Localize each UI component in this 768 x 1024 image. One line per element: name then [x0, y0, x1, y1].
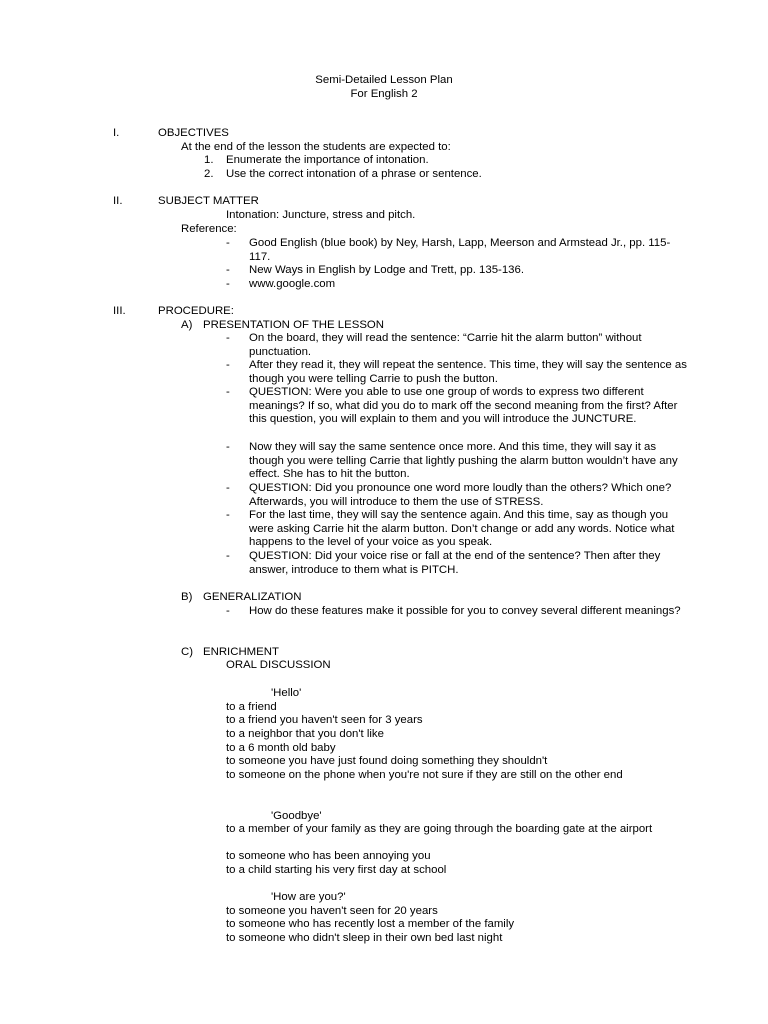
procedure-bullet: QUESTION: Did you pronounce one word more loudly than the others? Which one? Afterwards, you will introduce to them the use of STRESS. — [249, 482, 672, 508]
procedure-bullet: For the last time, they will say the sentence again. And this time, say as though you were asking Carrie hit the alarm button. Don’t change or add any words. Notice what happens to the level of your voice as you speak. — [249, 509, 675, 549]
objective-number: 1. — [204, 154, 214, 166]
objective-number: 2. — [204, 168, 214, 180]
procedure-bullet: Now they will say the same sentence once more. And this time, they will say it as though you were telling Carrie that lightly pushing the alarm button wouldn’t have any effect. She has to hit the button. — [249, 441, 678, 481]
objectives-intro: At the end of the lesson the students are expected to: — [181, 141, 451, 153]
section-heading-objectives: OBJECTIVES — [158, 127, 229, 139]
greeting-word: 'How are you?' — [271, 891, 346, 903]
subsection-letter: B) — [181, 591, 193, 603]
procedure-bullet: On the board, they will read the sentence: “Carrie hit the alarm button” without punctuation. — [249, 332, 642, 358]
discussion-line: to a friend — [226, 701, 277, 713]
reference-label: Reference: — [181, 223, 237, 235]
discussion-line: to a friend you haven't seen for 3 years — [226, 714, 423, 726]
discussion-line: to someone you haven't seen for 20 years — [226, 905, 438, 917]
discussion-line: to a member of your family as they are going through the boarding gate at the airport — [226, 823, 653, 835]
dash-marker: - — [226, 482, 230, 494]
subsection-letter: C) — [181, 646, 194, 658]
subsection-heading-enrichment: ENRICHMENT — [203, 646, 279, 658]
subsection-letter: A) — [181, 319, 193, 331]
dash-marker: - — [226, 237, 230, 249]
generalization-bullet: How do these features make it possible for you to convey several different meanings? — [249, 605, 681, 617]
procedure-bullet: QUESTION: Were you able to use one group of words to express two different meanings? If so, what did you do to mark off the second meaning from the first? After this question, you will explain to them and you will introduce the JUNCTURE. — [249, 386, 678, 426]
dash-marker: - — [226, 332, 230, 344]
reference-item: www.google.com — [249, 278, 336, 290]
subsection-heading-generalization: GENERALIZATION — [203, 591, 302, 603]
section-number-subject-matter: II. — [113, 195, 123, 207]
discussion-line: to someone who didn't sleep in their own bed last night — [226, 932, 503, 944]
dash-marker: - — [226, 550, 230, 562]
objective-item: Enumerate the importance of intonation. — [226, 154, 429, 166]
reference-item: New Ways in English by Lodge and Trett, pp. 135-136. — [249, 264, 525, 276]
dash-marker: - — [226, 264, 230, 276]
dash-marker: - — [226, 441, 230, 453]
discussion-line: to a child starting his very first day at school — [226, 864, 447, 876]
discussion-line: to someone who has been annoying you — [226, 850, 431, 862]
greeting-word: 'Hello' — [271, 687, 302, 699]
title-line-1: Semi-Detailed Lesson Plan — [315, 74, 453, 86]
subsection-heading-presentation: PRESENTATION OF THE LESSON — [203, 319, 385, 331]
section-heading-subject-matter: SUBJECT MATTER — [158, 195, 259, 207]
title-line-2: For English 2 — [350, 88, 418, 100]
dash-marker: - — [226, 278, 230, 290]
procedure-bullet: After they read it, they will repeat the sentence. This time, they will say the sentence as though you were telling Carrie to push the button. — [249, 359, 687, 385]
section-number-procedure: III. — [113, 305, 126, 317]
dash-marker: - — [226, 386, 230, 398]
discussion-line: to a 6 month old baby — [226, 742, 336, 754]
reference-item: Good English (blue book) by Ney, Harsh, Lapp, Meerson and Armstead Jr., pp. 115-117. — [249, 237, 671, 263]
section-heading-procedure: PROCEDURE: — [158, 305, 234, 317]
dash-marker: - — [226, 605, 230, 617]
greeting-word: 'Goodbye' — [271, 810, 322, 822]
oral-discussion-heading: ORAL DISCUSSION — [226, 659, 331, 671]
discussion-line: to someone you have just found doing something they shouldn't — [226, 755, 548, 767]
dash-marker: - — [226, 509, 230, 521]
discussion-line: to a neighbor that you don't like — [226, 728, 384, 740]
discussion-line: to someone on the phone when you're not sure if they are still on the other end — [226, 769, 623, 781]
dash-marker: - — [226, 359, 230, 371]
procedure-bullet: QUESTION: Did your voice rise or fall at the end of the sentence? Then after they answer, introduce to them what is PITCH. — [249, 550, 661, 576]
subject-topic: Intonation: Juncture, stress and pitch. — [226, 209, 416, 221]
document-title — [0, 73, 768, 101]
section-number-objectives: I. — [113, 127, 120, 139]
discussion-line: to someone who has recently lost a member of the family — [226, 918, 515, 930]
objective-item: Use the correct intonation of a phrase or sentence. — [226, 168, 482, 180]
